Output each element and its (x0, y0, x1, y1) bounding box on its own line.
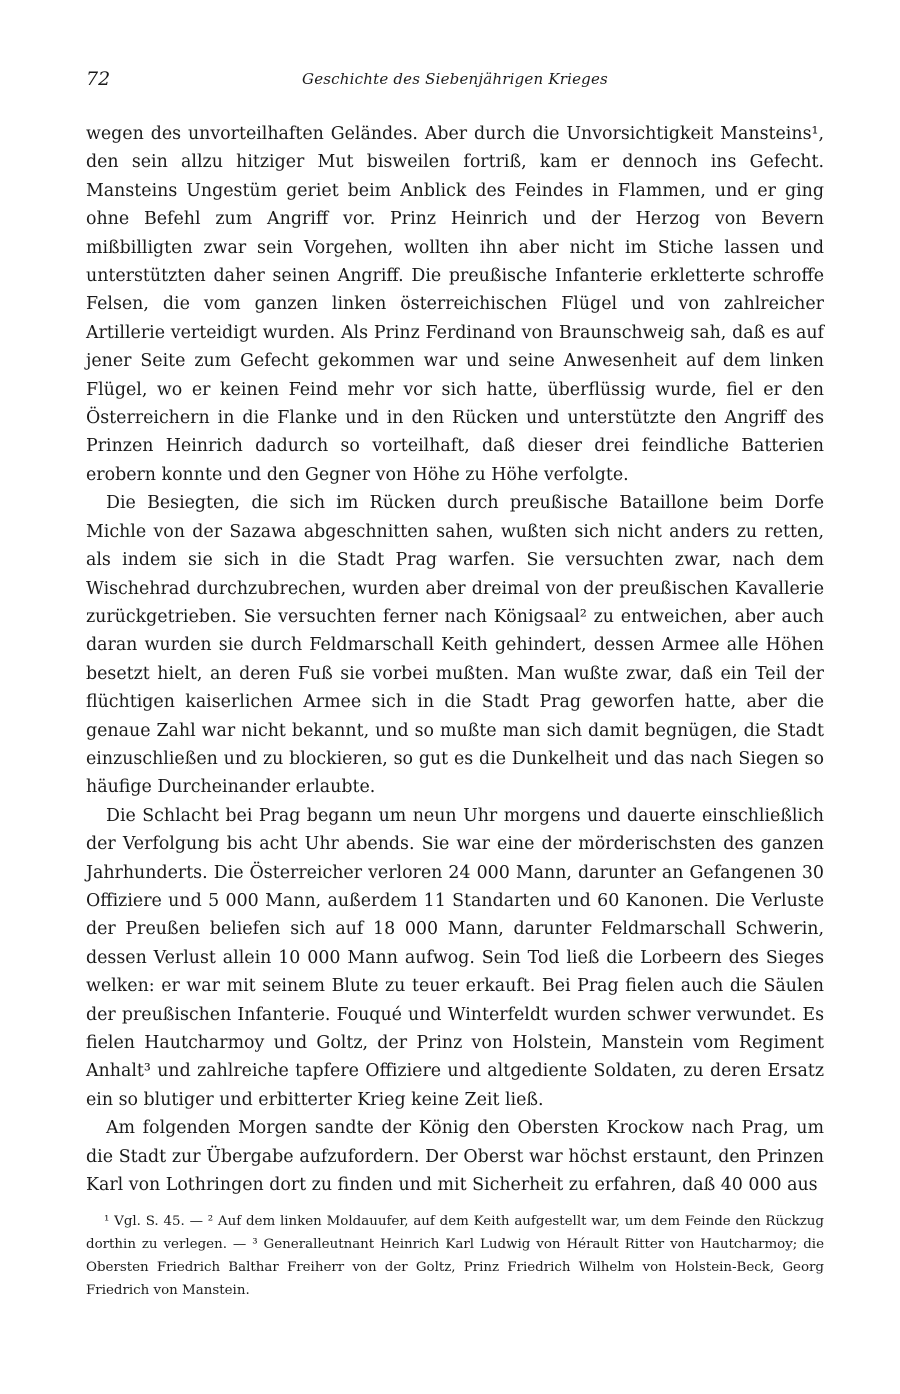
paragraph: Die Besiegten, die sich im Rücken durch preußische Bataillone beim Dorfe Michle von der Sazawa abgeschnitten sahen, wußten sich nicht anders zu retten, als indem sie sich in die Stadt Prag warfen. Sie versuchten zwar, nach dem Wischehrad durchzubrechen, wurden aber dreimal von der preußischen Kavallerie zurückgetrieben. Sie versuchten ferner nach Königsaal² zu entweichen, aber auch daran wurden sie durch Feldmarschall Keith gehindert, dessen Armee alle Höhen besetzt hielt, an deren Fuß sie vorbei mußten. Man wußte zwar, daß ein Teil der flüchtigen kaiserlichen Armee sich in die Stadt Prag geworfen hatte, aber die genaue Zahl war nicht bekannt, und so mußte man sich damit begnügen, die Stadt einzuschließen und zu blockieren, so gut es die Dunkelheit und das nach Siegen so häufige Durcheinander erlaubte. (86, 493, 824, 798)
body-text (86, 120, 824, 1199)
paragraph: Am folgenden Morgen sandte der König den Obersten Krockow nach Prag, um die Stadt zur Übergabe aufzufordern. Der Oberst war höchst erstaunt, den Prinzen Karl von Lothringen dort zu finden und mit Sicherheit zu erfahren, daß 40 000 aus (86, 1118, 824, 1196)
page-header (86, 68, 824, 96)
footnote-text: ¹ Vgl. S. 45. — ² Auf dem linken Moldauufer, auf dem Keith aufgestellt war, um dem Feinde den Rückzug dorthin zu verlegen. — ³ Generalleutnant Heinrich Karl Ludwig von Hérault Ritter von Hautcharmoy; die Obersten Friedrich Balthar Freiherr von der Goltz, Prinz Friedrich Wilhelm von Holstein-Beck, Georg Friedrich von Manstein. (86, 1214, 824, 1298)
paragraph: wegen des unvorteilhaften Geländes. Aber durch die Unvorsichtigkeit Mansteins¹, den sein allzu hitziger Mut bisweilen fortriß, kam er dennoch ins Gefecht. Mansteins Ungestüm geriet beim Anblick des Feindes in Flammen, und er ging ohne Befehl zum Angriff vor. Prinz Heinrich und der Herzog von Bevern mißbilligten zwar sein Vorgehen, wollten ihn aber nicht im Stiche lassen und unterstützten daher seinen Angriff. Die preußische Infanterie erkletterte schroffe Felsen, die vom ganzen linken österreichischen Flügel und von zahlreicher Artillerie verteidigt wurden. Als Prinz Ferdinand von Braunschweig sah, daß es auf jener Seite zum Gefecht gekommen war und seine Anwesenheit auf dem linken Flügel, wo er keinen Feind mehr vor sich hatte, überflüssig wurde, fiel er den Österreichern in die Flanke und in den Rücken und unterstützte den Angriff des Prinzen Heinrich dadurch so vorteilhaft, daß dieser drei feindliche Batterien erobern konnte und den Gegner von Höhe zu Höhe verfolgte. (86, 124, 824, 485)
page-number: 72 (86, 68, 111, 90)
paragraph: Die Schlacht bei Prag begann um neun Uhr morgens und dauerte einschließlich der Verfolgung bis acht Uhr abends. Sie war eine der mörderischsten des ganzen Jahrhunderts. Die Österreicher verloren 24 000 Mann, darunter an Gefangenen 30 Offiziere und 5 000 Mann, außerdem 11 Standarten und 60 Kanonen. Die Verluste der Preußen beliefen sich auf 18 000 Mann, darunter Feldmarschall Schwerin, dessen Verlust allein 10 000 Mann aufwog. Sein Tod ließ die Lorbeern des Sieges welken: er war mit seinem Blute zu teuer erkauft. Bei Prag fielen auch die Säulen der preußischen Infanterie. Fouqué und Winterfeldt wurden schwer verwundet. Es fielen Hautcharmoy und Goltz, der Prinz von Holstein, Manstein vom Regiment Anhalt³ und zahlreiche tapfere Offiziere und altgediente Soldaten, zu deren Ersatz ein so blutiger und erbitterter Krieg keine Zeit ließ. (86, 805, 824, 1110)
running-title: Geschichte des Siebenjährigen Krieges (302, 70, 608, 88)
footnotes (86, 1210, 824, 1302)
